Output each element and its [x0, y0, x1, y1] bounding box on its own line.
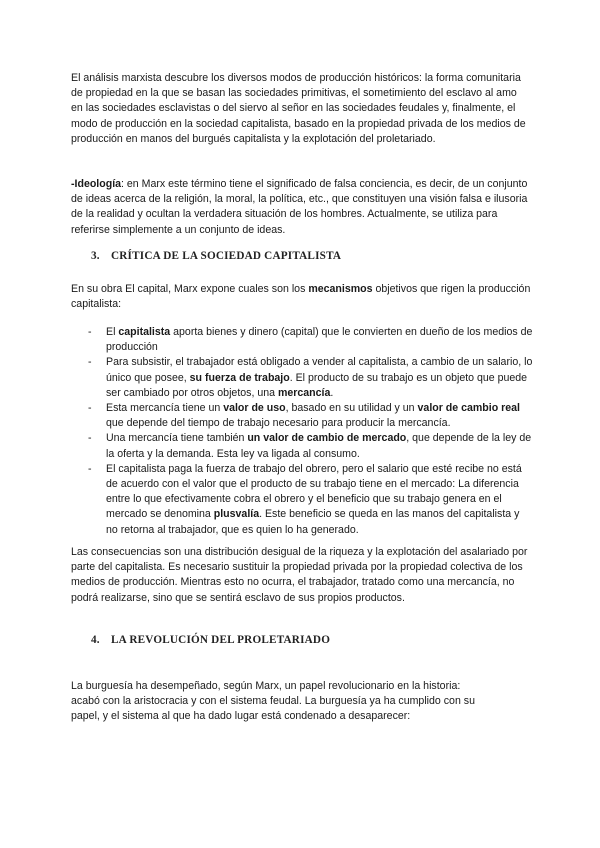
text-line: papel, y el sistema al que ha dado lugar está condenado a desaparecer:: [71, 710, 411, 723]
paragraph-intro-capital: [71, 282, 531, 312]
section-title: CRÍTICA DE LA SOCIEDAD CAPITALISTA: [111, 250, 342, 262]
ideologia-term: -Ideología: [71, 178, 122, 190]
section-number: 3.: [91, 250, 100, 262]
paragraph-consequences: Las consecuencias son una distribución desigual de la riqueza y la explotación del asalariado por parte del capitalista. Es necesario sustituir la propiedad privada por la propiedad colectiva de los medios de producción. Mientras esto no ocurra, el trabajador, tratado como una mercancía, no podrá realizarse, sino que se sentirá esclavo de sus propios productos.: [71, 546, 528, 604]
paragraph-modes-of-production: El análisis marxista descubre los diversos modos de producción históricos: la forma comunitaria de propiedad en la que se basan las sociedades primitivas, el sometimiento del esclavo al amo en las sociedades esclavistas o del siervo al señor en las sociedades feudales y, finalmente, el modo de producción en la sociedad capitalista, basado en la propiedad privada de los medios de producción en manos del burgués capitalista y la explotación del proletariado.: [71, 72, 526, 145]
section-title: LA REVOLUCIÓN DEL PROLETARIADO: [111, 634, 331, 646]
list-item: - Esta mercancía tiene un valor de uso, basado en su utilidad y un valor de cambio real que depende del tiempo de trabajo necesario para producir la mercancía.: [88, 402, 520, 430]
intro-bold: mecanismos: [308, 283, 373, 295]
text-line: La burguesía ha desempeñado, según Marx, un papel revolucionario en la historia:: [71, 680, 461, 692]
dash-bullet: -: [88, 462, 92, 475]
list-item: - El capitalista aporta bienes y dinero (capital) que le convierten en dueño de los medios de producción: [88, 326, 533, 354]
text-line: acabó con la aristocracia y con el sistema feudal. La burguesía ya ha cumplido con su: [71, 695, 475, 708]
mechanisms-list: [88, 325, 533, 538]
ideologia-definition: : en Marx este término tiene el significado de falsa conciencia, es decir, de un conjunto de ideas acerca de la religión, la moral, la política, etc., que constituyen una visión falsa e ilusoria de la realidad y ocultan la verdadera situación de los hombres. Actualmente, se utiliza para referirse simplemente a un conjunto de ideas.: [71, 178, 528, 236]
section-number: 4.: [91, 634, 100, 646]
paragraph-ideologia: [71, 177, 531, 238]
intro-text-end: objetivos que rigen la producción capitalista:: [71, 283, 531, 311]
list-item: - Para subsistir, el trabajador está obligado a vender al capitalista, a cambio de un salario, lo único que posee, su fuerza de trabajo. El producto de su trabajo es un objeto que puede ser cambiado por otros objetos, una mercancía.: [88, 356, 533, 399]
paragraph-revolution: [71, 679, 541, 725]
list-item: - Una mercancía tiene también un valor de cambio de mercado, que depende de la ley de la oferta y la demanda. Esta ley va ligada al consumo.: [88, 432, 532, 460]
dash-bullet: -: [88, 402, 92, 415]
dash-bullet: -: [88, 326, 92, 338]
dash-bullet: -: [88, 432, 92, 445]
list-item: - El capitalista paga la fuerza de trabajo del obrero, pero el salario que esté recibe no está de acuerdo con el valor que el producto de su trabajo tiene en el mercado: La diferencia entre lo que efectivamente cobra el obrero y el beneficio que su trabajo genera en el mercado se denomina plusvalía. Este beneficio se queda en las manos del capitalista y no retorna al trabajador, que es quien lo ha generado.: [88, 462, 522, 536]
section-heading-4: [91, 633, 330, 648]
dash-bullet: -: [88, 356, 92, 369]
intro-text: En su obra El capital, Marx expone cuales son los: [71, 283, 309, 295]
section-heading-3: [91, 249, 341, 264]
